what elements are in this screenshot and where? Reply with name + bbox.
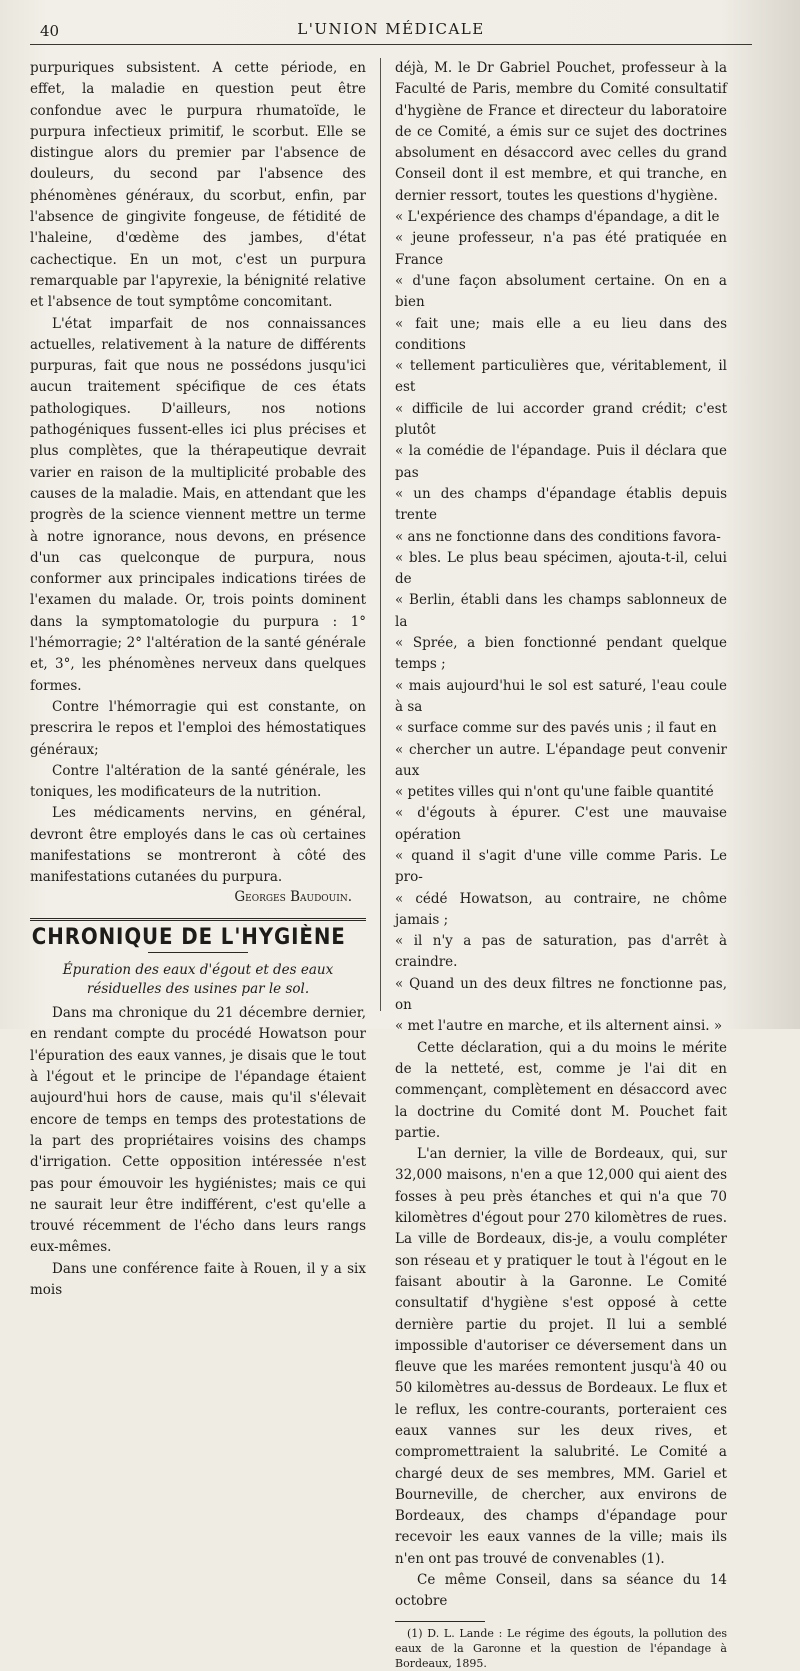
author-signature: Georges Baudouin. [234,888,352,905]
left-column [30,58,366,1301]
quote-line: « Sprée, a bien fonctionné pendant quelque temps ; [395,635,727,673]
paragraph: Contre l'altération de la santé générale, les toniques, les modificateurs de la nutrition. [30,762,366,801]
quote-line: « cédé Howatson, au contraire, ne chôme jamais ; [395,890,727,928]
quote-line: « un des champs d'épandage établis depuis trente [395,485,727,524]
paragraph: L'an dernier, la ville de Bordeaux, qui, sur 32,000 maisons, n'en a que 12,000 qui aient des fosses à peu près étanches et qui n'a que 70 kilomètres d'égout pour 270 kilomètres de rues. La ville de Bordeaux, dis-je, a voulu compléter son réseau et y pratiquer le tout à l'égout en le faisant aboutir à la Garonne. Le Comité consultatif d'hygiène s'est opposé à cette dernière partie du projet. Il lui a semblé impossible d'autoriser ce déversement dans un fleuve que les marées remontent jusqu'à 40 ou 50 kilomètres au-dessus de Bordeaux. Le flux et le reflux, les contre-courants, porteraient ces eaux vannes sur les deux rives, et compromettraient la salubrité. Le Comité a chargé deux de ses membres, MM. Gariel et Bourneville, de chercher, aux environs de Bordeaux, des champs d'épandage pour recevoir les eaux vannes de la ville; mais ils n'en ont pas trouvé de convenables (1). [395,1146,727,1567]
quote-line: « mais aujourd'hui le sol est saturé, l'eau coule à sa [395,677,727,715]
page-number: 40 [40,22,60,40]
paragraph: Ce même Conseil, dans sa séance du 14 octobre [395,1572,727,1610]
paragraph: purpuriques subsistent. A cette période, en effet, la maladie en question peut être confondue avec le purpura rhumatoïde, le purpura infectieux primitif, le scorbut. Elle se distingue alors du premier par l'absence de douleurs, du second par l'absence des phénomènes généraux, du scorbut, enfin, par l'absence de gingivite fongeuse, de fétidité de l'haleine, d'œdème des jambes, d'état cachectique. En un mot, c'est un purpura remarquable par l'apyrexie, la bénignité relative et l'absence de tout symptôme concomitant. [30,60,366,311]
quote-line: « Quand un des deux filtres ne fonctionne pas, on [395,975,727,1014]
quote-line: « Berlin, établi dans les champs sablonneux de la [395,592,727,630]
quote-line: « ans ne fonctionne dans des conditions favora- [395,528,721,545]
paragraph: Dans une conférence faite à Rouen, il y a six mois [30,1260,366,1299]
quote-line: « il n'y a pas de saturation, pas d'arrêt à craindre. [395,933,727,971]
quote-line: « difficile de lui accorder grand crédit; c'est plutôt [395,400,727,439]
paragraph: déjà, M. le Dr Gabriel Pouchet, professeur à la Faculté de Paris, membre du Comité consultatif d'hygiène de France et directeur du laboratoire de ce Comité, a émis sur ce sujet des doctrines absolument en désaccord avec celles du grand Conseil dont il est membre, et qui tranche, en dernier ressort, toutes les questions d'hygiène. [395,60,727,204]
paragraph: Les médicaments nervins, en général, devront être employés dans le cas où certaines manifestations se montreront à côté des manifestations cutanées du purpura. [30,805,366,886]
section-divider [30,918,366,921]
quote-line: « L'expérience des champs d'épandage, a dit le [395,209,720,226]
quote-line: « quand il s'agit d'une ville comme Paris. Le pro- [395,847,727,886]
paragraph: Dans ma chronique du 21 décembre dernier, en rendant compte du procédé Howatson pour l'épuration des eaux vannes, je disais que le tout à l'égout et le principe de l'épandage étaient aujourd'hui hors de cause, mais qu'il s'élevait encore de temps en temps des protestations de la part des propriétaires voisins des champs d'irrigation. Cette opposition intéressée n'est pas pour émouvoir les hygiénistes; mais ce qui ne saurait leur être indifférent, c'est qu'elle a trouvé récemment de l'écho dans leurs rangs eux-mêmes. [30,1005,366,1256]
title-underline [148,952,248,953]
quote-line: « petites villes qui n'ont qu'une faible quantité [395,784,714,801]
column-divider [380,58,381,1011]
section-subtitle: Épuration des eaux d'égout et des eaux résiduelles des usines par le sol. [62,962,334,998]
paragraph: Cette déclaration, qui a du moins le mérite de la netteté, est, comme je l'ai dit en commençant, complètement en désaccord avec la doctrine du Comité dont M. Pouchet fait partie. [395,1039,727,1141]
footnote: (1) D. L. Lande : Le régime des égouts, la pollution des eaux de la Garonne et la question de l'épandage à Bordeaux, 1895. [395,1626,727,1670]
quote-line: « la comédie de l'épandage. Puis il déclara que pas [395,443,727,481]
header-rule [30,44,752,45]
section-title: CHRONIQUE DE L'HYGIÈNE [31,924,346,950]
running-title: L'UNION MÉDICALE [297,20,485,38]
quote-line: « fait une; mais elle a eu lieu dans des conditions [395,315,727,353]
right-column [395,58,727,1671]
quote-line: « met l'autre en marche, et ils alternent ainsi. » [395,1018,723,1035]
footnote-rule [395,1621,485,1622]
quote-line: « tellement particulières que, véritablement, il est [395,358,727,396]
quote-line: « bles. Le plus beau spécimen, ajouta-t-il, celui de [395,549,727,588]
quote-line: « surface comme sur des pavés unis ; il faut en [395,720,717,737]
quote-line: « d'une façon absolument certaine. On en a bien [395,272,727,311]
quote-line: « chercher un autre. L'épandage peut convenir aux [395,741,727,779]
quotation [395,207,727,1038]
quote-line: « d'égouts à épurer. C'est une mauvaise opération [395,805,727,843]
paragraph: L'état imparfait de nos connaissances actuelles, relativement à la nature de différents purpuras, fait que nous ne possédons jusqu'ici aucun traitement spécifique de ces états pathologiques. D'ailleurs, nos notions pathogéniques fussent-elles ici plus précises et plus complètes, que la thérapeutique devrait varier en raison de la multiplicité probable des causes de la maladie. Mais, en attendant que les progrès de la science viennent mettre un terme à notre ignorance, nous devons, en présence d'un cas quelconque de purpura, nous conformer aux principales indications tirées de l'examen du malade. Or, trois points dominent dans la symptomatologie du purpura : 1° l'hémorragie; 2° l'altération de la santé générale et, 3°, les phénomènes nerveux dans quelques formes. [30,315,366,694]
paragraph: Contre l'hémorragie qui est constante, on prescrira le repos et l'emploi des hémostatiques généraux; [30,698,366,758]
page-header [30,18,752,44]
quote-line: « jeune professeur, n'a pas été pratiquée en France [395,230,727,268]
